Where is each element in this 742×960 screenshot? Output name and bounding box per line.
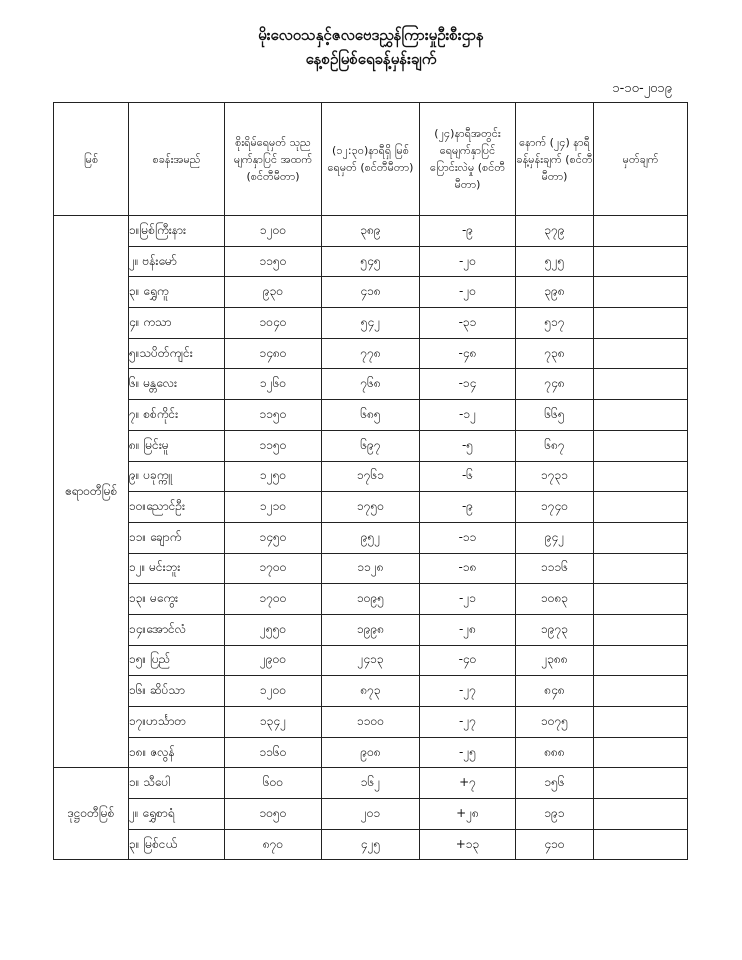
- forecast-cell: ၃၉၈: [516, 277, 594, 308]
- danger-level-cell: ၁၁၅၀: [225, 400, 322, 431]
- change-cell: -၂၈: [420, 614, 516, 645]
- station-cell: ၁၈။ ဇလွန်: [129, 737, 225, 768]
- current-level-cell: ၉၀၈: [322, 737, 420, 768]
- change-cell: -၅: [420, 430, 516, 461]
- table-row: [54, 584, 688, 615]
- current-level-cell: ၆၈၅: [322, 400, 420, 431]
- remark-cell: [594, 492, 688, 523]
- forecast-cell: ၆၆၅: [516, 400, 594, 431]
- change-cell: +၁၃: [420, 829, 516, 860]
- report-date: ၁-၁၀-၂၀၁၉: [612, 81, 672, 96]
- current-level-cell: ၅၄၅: [322, 246, 420, 277]
- station-cell: ၁။ သီပေါ: [129, 768, 225, 799]
- danger-level-cell: ၁၂၅၀: [225, 461, 322, 492]
- col-header-24h-change: (၂၄)နာရီအတွင်း ရေမျက်နှာပြင် ပြောင်းလဲမှု (စင်တီမီတာ): [420, 103, 516, 216]
- remark-cell: [594, 277, 688, 308]
- danger-level-cell: ၁၁၅၀: [225, 430, 322, 461]
- forecast-cell: ၁၁၁၆: [516, 553, 594, 584]
- station-cell: ၁၃။ မကွေး: [129, 584, 225, 615]
- table-row: [54, 522, 688, 553]
- table-row: [54, 461, 688, 492]
- table-row: [54, 338, 688, 369]
- danger-level-cell: ၁၁၆၀: [225, 737, 322, 768]
- change-cell: -၉: [420, 492, 516, 523]
- danger-level-cell: ၁၇၀၀: [225, 553, 322, 584]
- danger-level-cell: ၁၃၄၂: [225, 707, 322, 738]
- current-level-cell: ၇၆၈: [322, 369, 420, 400]
- danger-level-cell: ၁၇၀၀: [225, 584, 322, 615]
- danger-level-cell: ၈၇၀: [225, 829, 322, 860]
- remark-cell: [594, 400, 688, 431]
- forecast-cell: ၇၃၈: [516, 338, 594, 369]
- river-name-cell: ဧရာဝတီမြစ်: [54, 216, 129, 768]
- current-level-cell: ၁၆၂: [322, 768, 420, 799]
- station-cell: ၂။ ဗန်းမော်: [129, 246, 225, 277]
- forecast-cell: ၁၇၃၁: [516, 461, 594, 492]
- remark-cell: [594, 430, 688, 461]
- current-level-cell: ၆၉၇: [322, 430, 420, 461]
- remark-cell: [594, 768, 688, 799]
- danger-level-cell: ၁၄၅၀: [225, 522, 322, 553]
- current-level-cell: ၁၉၉၈: [322, 614, 420, 645]
- change-cell: -၁၈: [420, 553, 516, 584]
- table-row: [54, 707, 688, 738]
- forecast-cell: ၉၄၂: [516, 522, 594, 553]
- river-forecast-table: [53, 102, 688, 860]
- forecast-cell: ၇၄၈: [516, 369, 594, 400]
- table-row: [54, 645, 688, 676]
- table-row: [54, 768, 688, 799]
- forecast-cell: ၆၈၇: [516, 430, 594, 461]
- danger-level-cell: ၆၀၀: [225, 768, 322, 799]
- remark-cell: [594, 737, 688, 768]
- table-row: [54, 369, 688, 400]
- change-cell: -၉: [420, 216, 516, 247]
- change-cell: +၂၈: [420, 799, 516, 830]
- col-header-forecast: နောက် (၂၄) နာရီ ခန့်မှန်းချက် (စင်တီမီတာ): [516, 103, 594, 216]
- table-header-row: [54, 103, 688, 216]
- table-body: [54, 216, 688, 860]
- table-row: [54, 246, 688, 277]
- col-header-danger-level: စိုးရိမ်ရေမှတ် သုညမျက်နှာပြင် အထက် (စင်တီမီတာ): [225, 103, 322, 216]
- station-cell: ၃။ ရွှေကူ: [129, 277, 225, 308]
- change-cell: -၁၂: [420, 400, 516, 431]
- table-row: [54, 614, 688, 645]
- danger-level-cell: ၁၀၅၀: [225, 799, 322, 830]
- station-cell: ၉။ ပခုက္ကူ: [129, 461, 225, 492]
- station-cell: ၃။ မြစ်ငယ်: [129, 829, 225, 860]
- current-level-cell: ၁၇၆၁: [322, 461, 420, 492]
- forecast-cell: ၁၀၈၃: [516, 584, 594, 615]
- forecast-cell: ၁၅၆: [516, 768, 594, 799]
- station-cell: ၁၆။ ဆိပ်သာ: [129, 676, 225, 707]
- change-cell: -၁၁: [420, 522, 516, 553]
- remark-cell: [594, 308, 688, 339]
- danger-level-cell: ၁၁၅၀: [225, 246, 322, 277]
- station-cell: ၁၀။ညောင်ဦး: [129, 492, 225, 523]
- station-cell: ၁၂။ မင်းဘူး: [129, 553, 225, 584]
- remark-cell: [594, 829, 688, 860]
- col-header-river: မြစ်: [54, 103, 129, 216]
- col-header-station: စခန်းအမည်: [129, 103, 225, 216]
- danger-level-cell: ၂၅၅၀: [225, 614, 322, 645]
- station-cell: ၈။ မြင်းမူ: [129, 430, 225, 461]
- table-row: [54, 308, 688, 339]
- danger-level-cell: ၁၂၁၀: [225, 492, 322, 523]
- change-cell: -၂၀: [420, 246, 516, 277]
- current-level-cell: ၁၀၉၅: [322, 584, 420, 615]
- danger-level-cell: ၁၂၀၀: [225, 216, 322, 247]
- remark-cell: [594, 338, 688, 369]
- current-level-cell: ၄၁၈: [322, 277, 420, 308]
- table-row: [54, 492, 688, 523]
- table-row: [54, 400, 688, 431]
- table-row: [54, 553, 688, 584]
- remark-cell: [594, 522, 688, 553]
- table-row: [54, 216, 688, 247]
- current-level-cell: ၄၂၅: [322, 829, 420, 860]
- station-cell: ၆။ မန္တလေး: [129, 369, 225, 400]
- station-cell: ၁၁။ ချောက်: [129, 522, 225, 553]
- remark-cell: [594, 461, 688, 492]
- remark-cell: [594, 645, 688, 676]
- danger-level-cell: ၁၂၆၀: [225, 369, 322, 400]
- forecast-cell: ၄၁၀: [516, 829, 594, 860]
- forecast-cell: ၁၇၄၀: [516, 492, 594, 523]
- current-level-cell: ၇၇၈: [322, 338, 420, 369]
- col-header-current-level: (၁၂:၃၀)နာရီရှိ မြစ်ရေမှတ် (စင်တီမီတာ): [322, 103, 420, 216]
- current-level-cell: ၁၇၅၀: [322, 492, 420, 523]
- remark-cell: [594, 246, 688, 277]
- remark-cell: [594, 216, 688, 247]
- report-title: မိုးလေဝသနှင့်ဇလဗေဒညွှန်ကြားမှုဦးစီးဌာန: [258, 26, 484, 44]
- danger-level-cell: ၁၄၈၀: [225, 338, 322, 369]
- change-cell: +၇: [420, 768, 516, 799]
- river-name-cell: ဒုဋ္ဌဝတီမြစ်: [54, 768, 129, 860]
- remark-cell: [594, 799, 688, 830]
- change-cell: -၂၇: [420, 676, 516, 707]
- current-level-cell: ၁၁၀၀: [322, 707, 420, 738]
- forecast-cell: ၃၇၉: [516, 216, 594, 247]
- forecast-cell: ၈၄၈: [516, 676, 594, 707]
- station-cell: ၁။မြစ်ကြီးနား: [129, 216, 225, 247]
- remark-cell: [594, 584, 688, 615]
- col-header-remark: မှတ်ချက်: [594, 103, 688, 216]
- change-cell: -၁၄: [420, 369, 516, 400]
- change-cell: -၂၅: [420, 737, 516, 768]
- station-cell: ၅။သပိတ်ကျင်း: [129, 338, 225, 369]
- remark-cell: [594, 369, 688, 400]
- forecast-cell: ၅၂၅: [516, 246, 594, 277]
- change-cell: -၂၀: [420, 277, 516, 308]
- table-row: [54, 676, 688, 707]
- remark-cell: [594, 614, 688, 645]
- danger-level-cell: ၁၀၄၀: [225, 308, 322, 339]
- current-level-cell: ၉၅၂: [322, 522, 420, 553]
- forecast-cell: ၁၉၇၃: [516, 614, 594, 645]
- station-cell: ၄။ ကသာ: [129, 308, 225, 339]
- forecast-cell: ၁၉၁: [516, 799, 594, 830]
- station-cell: ၂။ ရွှေစာရံ: [129, 799, 225, 830]
- current-level-cell: ၂၄၁၃: [322, 645, 420, 676]
- change-cell: -၄၀: [420, 645, 516, 676]
- danger-level-cell: ၉၃၀: [225, 277, 322, 308]
- station-cell: ၇။ စစ်ကိုင်း: [129, 400, 225, 431]
- table-row: [54, 829, 688, 860]
- station-cell: ၁၅။ ပြည်: [129, 645, 225, 676]
- station-cell: ၁၄။အောင်လံ: [129, 614, 225, 645]
- table-row: [54, 799, 688, 830]
- remark-cell: [594, 676, 688, 707]
- current-level-cell: ၁၁၂၈: [322, 553, 420, 584]
- remark-cell: [594, 553, 688, 584]
- danger-level-cell: ၂၉၀၀: [225, 645, 322, 676]
- danger-level-cell: ၁၂၀၀: [225, 676, 322, 707]
- forecast-cell: ၁၀၇၅: [516, 707, 594, 738]
- change-cell: -၂၁: [420, 584, 516, 615]
- forecast-cell: ၂၃၈၈: [516, 645, 594, 676]
- change-cell: -၂၇: [420, 707, 516, 738]
- table-row: [54, 277, 688, 308]
- report-subtitle: နေ့စဉ်မြစ်ရေခန့်မှန်းချက်: [305, 50, 437, 68]
- current-level-cell: ၈၇၃: [322, 676, 420, 707]
- change-cell: -၆: [420, 461, 516, 492]
- forecast-cell: ၈၈၈: [516, 737, 594, 768]
- table-row: [54, 430, 688, 461]
- station-cell: ၁၇။ဟင်္သာတ: [129, 707, 225, 738]
- current-level-cell: ၃၈၉: [322, 216, 420, 247]
- current-level-cell: ၂၀၁: [322, 799, 420, 830]
- change-cell: -၄၈: [420, 338, 516, 369]
- forecast-cell: ၅၁၇: [516, 308, 594, 339]
- table-row: [54, 737, 688, 768]
- remark-cell: [594, 707, 688, 738]
- current-level-cell: ၅၄၂: [322, 308, 420, 339]
- change-cell: -၃၁: [420, 308, 516, 339]
